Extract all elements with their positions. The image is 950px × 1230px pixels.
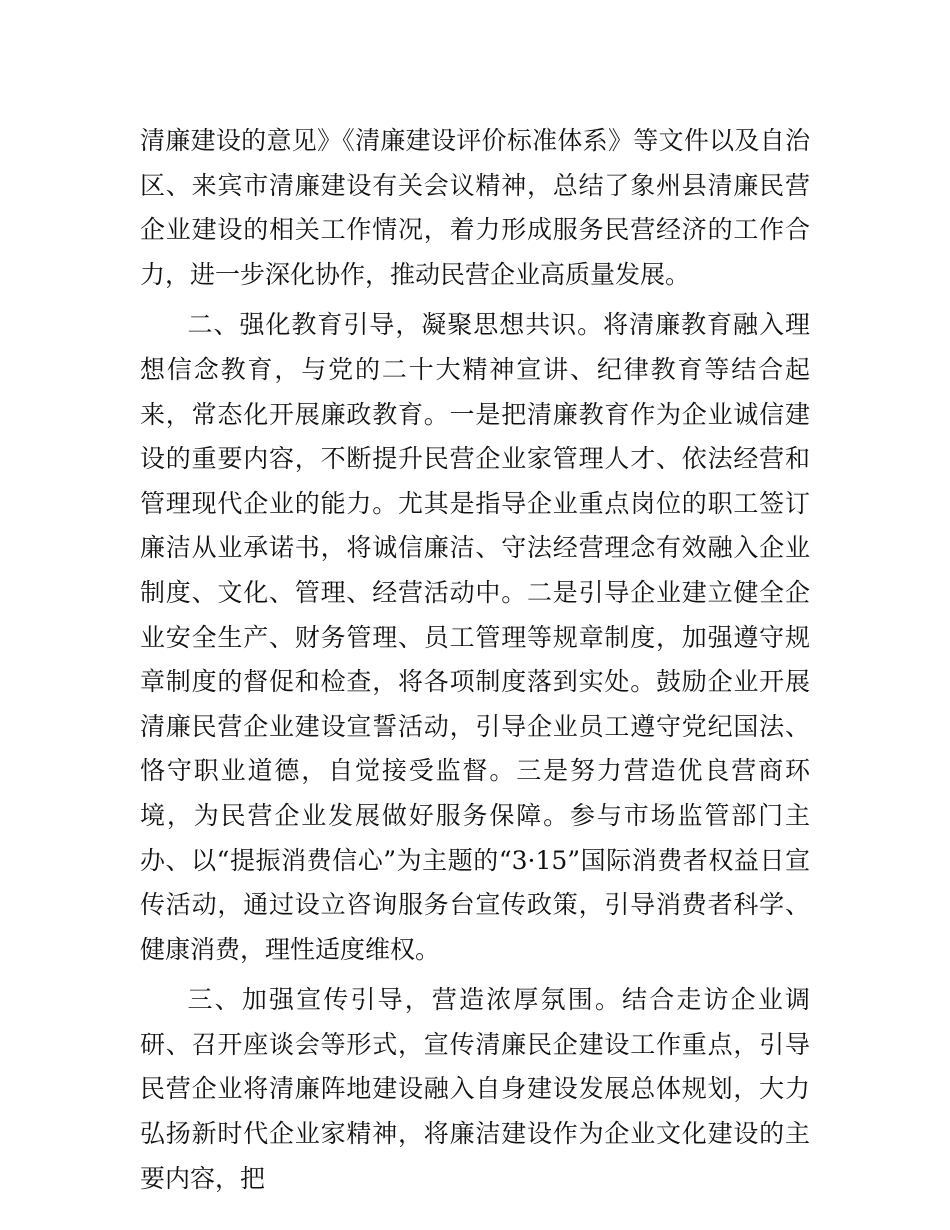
document-body <box>140 119 810 1201</box>
paragraph-section-two: 二、强化教育引导，凝聚思想共识。将清廉教育融入理想信念教育，与党的二十大精神宣讲、纪律教育等结合起来，常态化开展廉政教育。一是把清廉教育作为企业诚信建设的重要内容，不断提升民营企业家管理人才、依法经营和管理现代企业的能力。尤其是指导企业重点岗位的职工签订廉洁从业承诺书，将诚信廉洁、守法经营理念有效融入企业制度、文化、管理、经营活动中。二是引导企业建立健全企业安全生产、财务管理、员工管理等规章制度，加强遵守规章制度的督促和检查，将各项制度落到实处。鼓励企业开展清廉民营企业建设宣誓活动，引导企业员工遵守党纪国法、恪守职业道德，自觉接受监督。三是努力营造优良营商环境，为民营企业发展做好服务保障。参与市场监管部门主办、以“提振消费信心”为主题的“3·15”国际消费者权益日宣传活动，通过设立咨询服务台宣传政策，引导消费者科学、健康消费，理性适度维权。 <box>140 310 810 964</box>
paragraph-continuation: 清廉建设的意见》《清廉建设评价标准体系》等文件以及自治区、来宾市清廉建设有关会议精神，总结了象州县清廉民营企业建设的相关工作情况，着力形成服务民营经济的工作合力，进一步深化协作，推动民营企业高质量发展。 <box>140 126 810 289</box>
paragraph-section-three: 三、加强宣传引导，营造浓厚氛围。结合走访企业调研、召开座谈会等形式，宣传清廉民企建设工作重点，引导民营企业将清廉阵地建设融入自身建设发展总体规划，大力弘扬新时代企业家精神，将廉洁建设作为企业文化建设的主要内容，把 <box>140 985 810 1193</box>
